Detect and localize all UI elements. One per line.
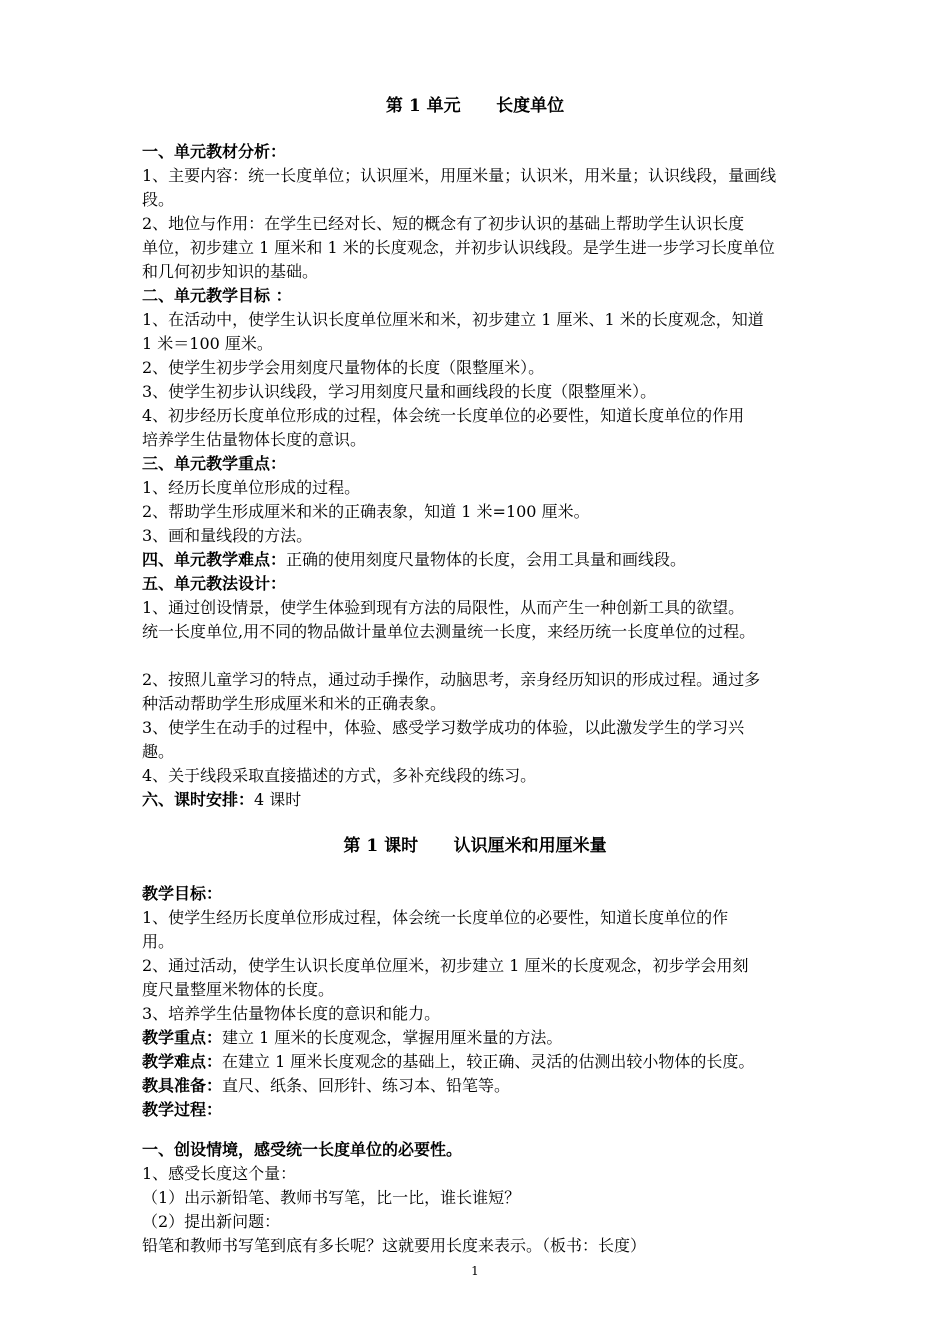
paragraph-line: 铅笔和教师书写笔到底有多长呢？这就要用长度来表示。（板书：长度） [142,1236,647,1255]
paragraph-line: 趣。 [142,742,175,761]
paragraph-line: 2、地位与作用：在学生已经对长、短的概念有了初步认识的基础上帮助学生认识长度 [142,214,745,233]
paragraph-line: 统一长度单位,用不同的物品做计量单位去测量统一长度，来经历统一长度单位的过程。 [142,622,756,641]
section-heading: 教学目标： [142,884,223,903]
paragraph-line: 1、使学生经历长度单位形成过程，体会统一长度单位的必要性，知道长度单位的作 [142,908,729,927]
paragraph-line: （2）提出新问题： [142,1212,281,1231]
page-number: 1 [471,1264,479,1278]
paragraph-line: 3、画和量线段的方法。 [142,526,313,545]
paragraph-line: 2、通过活动，使学生认识长度单位厘米，初步建立 1 厘米的长度观念，初步学会用刻 [142,956,749,975]
section-heading: 一、创设情境，感受统一长度单位的必要性。 [142,1140,463,1159]
section-heading: 教学重点： [142,1028,223,1047]
section-line [142,1050,872,1074]
paragraph-line: 4、关于线段采取直接描述的方式，多补充线段的练习。 [142,766,537,785]
paragraph-line: 4、初步经历长度单位形成的过程，体会统一长度单位的必要性，知道长度单位的作用 [142,406,745,425]
section-line [142,548,872,572]
paragraph-line: 种活动帮助学生形成厘米和米的正确表象。 [142,694,447,713]
paragraph-line: 1、感受长度这个量： [142,1164,297,1183]
section-line [142,1074,872,1098]
section-text: 建立 1 厘米的长度观念，掌握用厘米量的方法。 [222,1028,563,1047]
paragraph-line: 和几何初步知识的基础。 [142,262,319,281]
paragraph-line: 单位，初步建立 1 厘米和 1 米的长度观念，并初步认识线段。是学生进一步学习长度单位 [142,238,775,257]
section-text: 直尺、纸条、回形针、练习本、铅笔等。 [222,1076,511,1095]
paragraph-line: 1、在活动中，使学生认识长度单位厘米和米，初步建立 1 厘米、1 米的长度观念，知道 [142,310,764,329]
section-heading: 一、单元教材分析： [142,142,287,161]
section-heading: 二、单元教学目标 ： [142,286,292,305]
section-heading: 六、课时安排： [142,790,255,809]
paragraph-line: 2、使学生初步学会用刻度尺量物体的长度（限整厘米）。 [142,358,545,377]
paragraph-line: （1）出示新铅笔、教师书写笔，比一比，谁长谁短？ [142,1188,521,1207]
unit-title: 第 1 单元 长度单位 [385,96,565,116]
lesson-title: 第 1 课时 认识厘米和用厘米量 [343,836,607,856]
section-text: 4 课时 [254,790,302,809]
section-heading: 四、单元教学难点： [142,550,287,569]
paragraph-line: 3、培养学生估量物体长度的意识和能力。 [142,1004,441,1023]
paragraph-line: 3、使学生在动手的过程中，体验、感受学习数学成功的体验，以此激发学生的学习兴 [142,718,745,737]
paragraph-line: 2、帮助学生形成厘米和米的正确表象，知道 1 米=100 厘米。 [142,502,590,521]
paragraph-line: 培养学生估量物体长度的意识。 [142,430,367,449]
section-line [142,788,872,812]
paragraph-line: 用。 [142,932,175,951]
section-heading: 教学过程： [142,1100,223,1119]
paragraph-line: 1、经历长度单位形成的过程。 [142,478,361,497]
section-text: 在建立 1 厘米长度观念的基础上，较正确、灵活的估测出较小物体的长度。 [222,1052,755,1071]
paragraph-line: 1 米＝100 厘米。 [142,334,273,353]
paragraph-line: 1、主要内容：统一长度单位；认识厘米，用厘米量；认识米，用米量；认识线段，量画线 [142,166,777,185]
paragraph-line: 3、使学生初步认识线段，学习用刻度尺量和画线段的长度（限整厘米）。 [142,382,657,401]
paragraph-line: 2、按照儿童学习的特点，通过动手操作，动脑思考，亲身经历知识的形成过程。通过多 [142,670,761,689]
section-heading: 五、单元教法设计： [142,574,287,593]
paragraph-line: 1、通过创设情景，使学生体验到现有方法的局限性，从而产生一种创新工具的欲望。 [142,598,745,617]
section-heading: 教学难点： [142,1052,223,1071]
section-heading: 教具准备： [142,1076,223,1095]
paragraph-line: 段。 [142,190,175,209]
section-text: 正确的使用刻度尺量物体的长度，会用工具量和画线段。 [286,550,687,569]
section-line [142,1026,872,1050]
section-heading: 三、单元教学重点： [142,454,287,473]
paragraph-line: 度尺量整厘米物体的长度。 [142,980,335,999]
